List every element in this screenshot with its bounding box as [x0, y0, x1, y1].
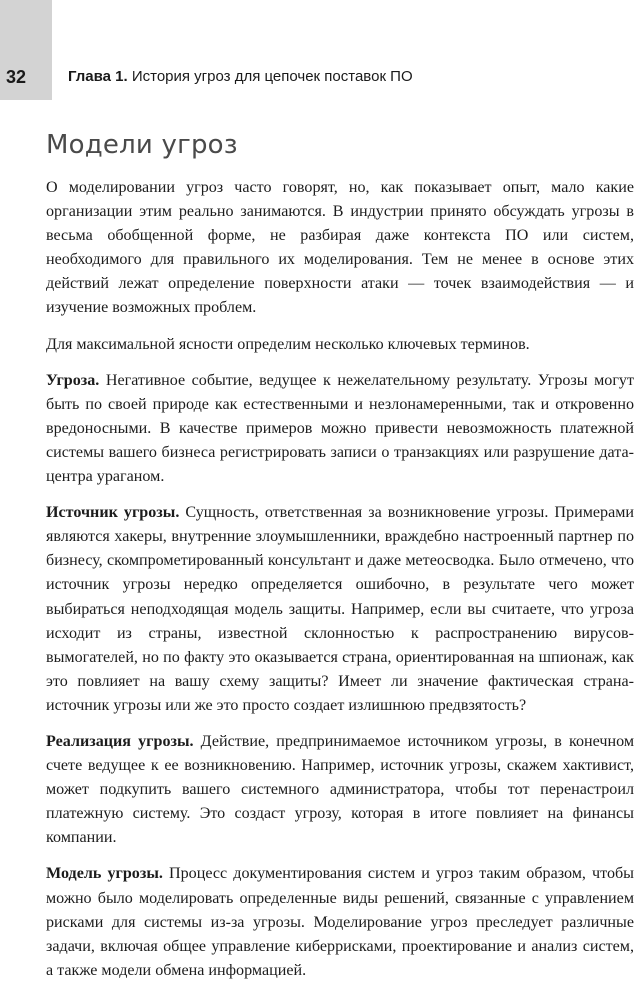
definition-threat — [46, 369, 634, 489]
definition-term: Источник угрозы. — [46, 504, 180, 522]
definition-threat-realization — [46, 730, 634, 850]
intro-paragraph: Для максимальной ясности определим несколько ключевых терминов. — [46, 335, 530, 353]
chapter-title: История угроз для цепочек поставок ПО — [127, 68, 413, 85]
chapter-label: Глава 1. — [68, 68, 128, 85]
section-title: Модели угроз — [46, 130, 238, 160]
definition-threat-source — [46, 501, 634, 718]
definition-text: Сущность, ответственная за возникновение угрозы. Примерами являются хакеры, внутренние злоумышленники, враждебно настроенный партнер по бизнесу, скомпрометированный консультант и даже метеосводка. Было отмечено, что источник угрозы нередко определяется ошибочно, в результате чего может выбираться неподходящая модель защиты. Например, если вы считаете, что угроза исходит из страны, известной склонностью к распространению вирусов-вымогателей, но по факту это оказывается страна, ориентированная на шпионаж, как это повлияет на вашу схему защиты? Имеет ли значение фактическая страна-источник угрозы или же это просто создает излишнюю предвзятость? — [46, 504, 635, 714]
definition-threat-model — [46, 862, 634, 982]
definition-text: Процесс документирования систем и угроз таким образом, чтобы можно было моделировать определенные виды решений, связанные с управлением рисками для системы из-за угрозы. Моделирование угроз преследует различные задачи, включая общее управление киберрисками, проектирование и анализ систем, а также модели обмена информацией. — [46, 865, 634, 979]
definition-text: Негативное событие, ведущее к нежелательному результату. Угрозы могут быть по своей природе как естественными и незлонамеренными, так и откровенно вредоносными. В качестве примеров можно привести невозможность платежной системы вашего бизнеса регистрировать записи о транзакциях или разрушение дата-центра ураганом. — [46, 371, 634, 486]
definition-term: Угроза. — [46, 371, 100, 389]
body-text — [46, 176, 634, 995]
definition-term: Модель угрозы. — [46, 865, 163, 883]
page-number: 32 — [6, 67, 27, 87]
definition-term: Реализация угрозы. — [46, 732, 194, 750]
definition-text: Действие, предпринимаемое источником угрозы, в конечном счете ведущее к ее возникновению. Например, источник угрозы, скажем хактивист, может подкупить вашего системного администратора, чтобы тот перенастроил платежную систему. Это создаст угрозу, которая в итоге повлияет на финансы компании. — [46, 732, 635, 847]
running-head — [68, 67, 413, 87]
intro-paragraph: О моделировании угроз часто говорят, но, как показывает опыт, мало какие организации этим реально занимаются. В индустрии принято обсуждать угрозы в весьма обобщенной форме, не разбирая даже контекста ПО или систем, необходимого для правильного их моделирования. Тем не менее в основе этих действий лежат определение поверхности атаки — точек взаимодействия — и изучение возможных проблем. — [46, 179, 634, 317]
